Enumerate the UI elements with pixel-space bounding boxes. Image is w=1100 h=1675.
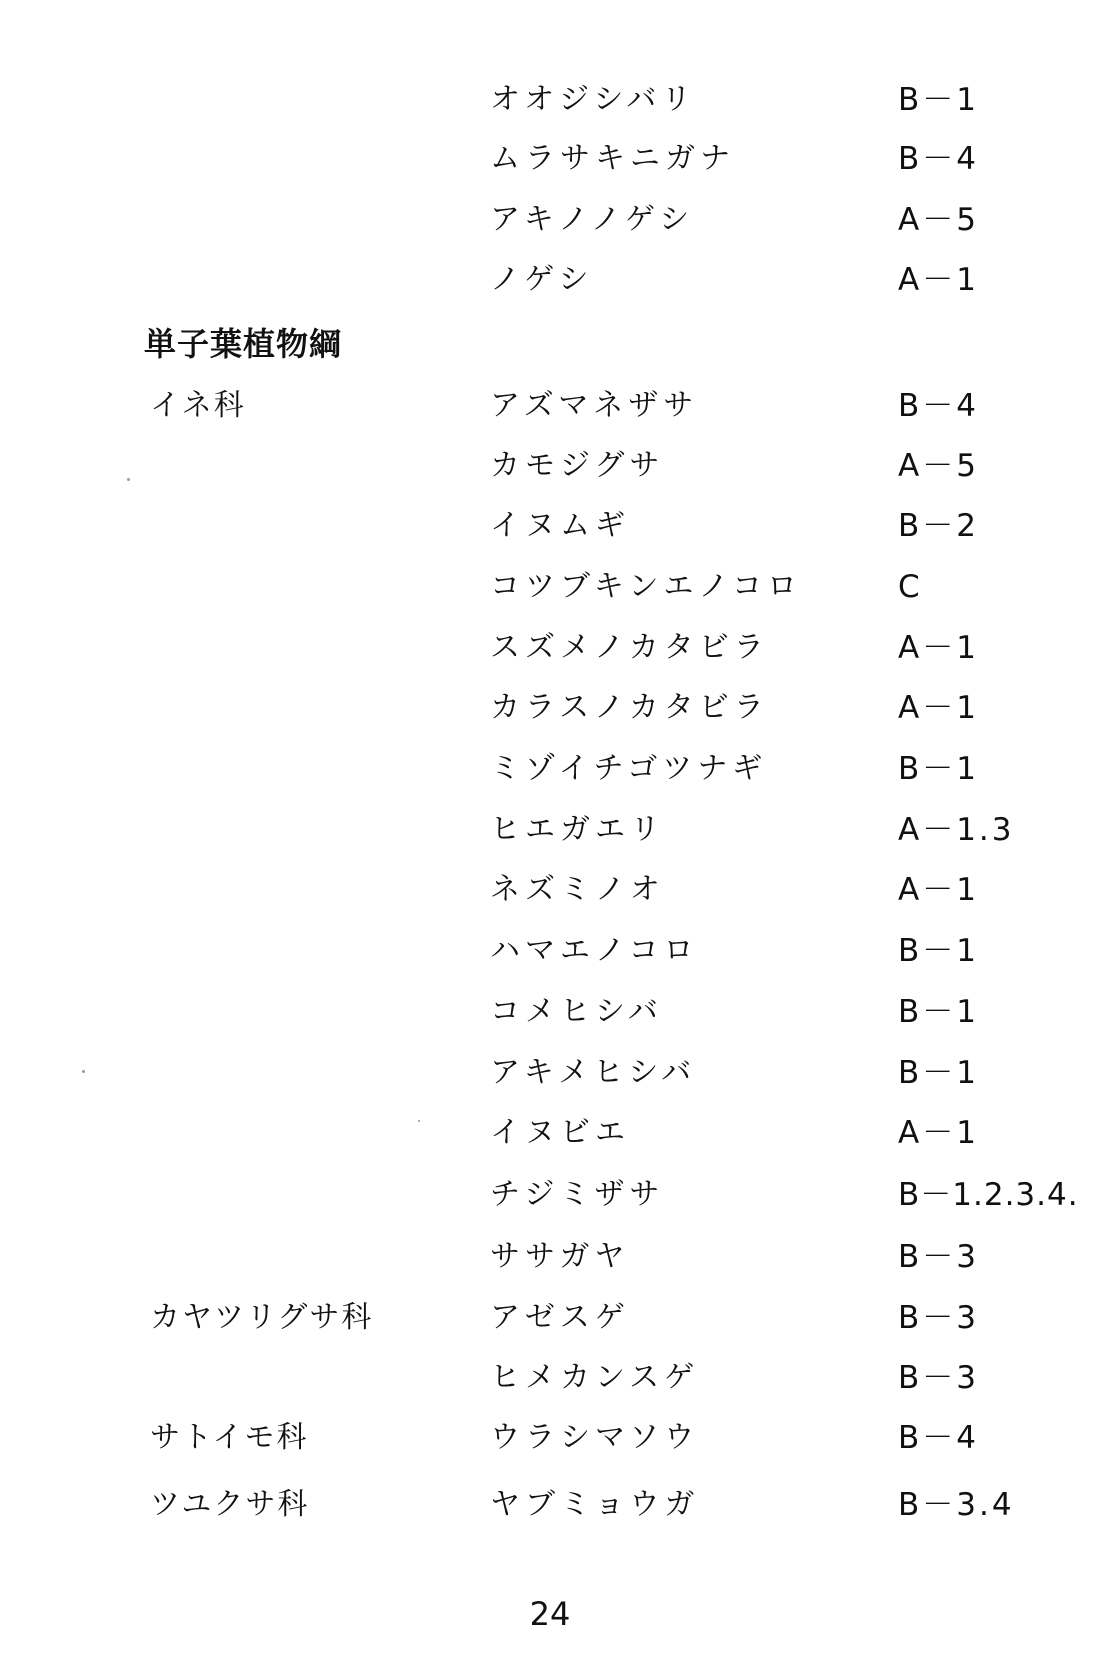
- species-cell: スズメノカタビラ: [490, 630, 769, 665]
- table-row: [0, 1296, 1100, 1340]
- species-cell: アゼスゲ: [490, 1300, 630, 1335]
- code-cell: B－1: [898, 933, 979, 969]
- code-cell: B－2: [898, 508, 979, 544]
- code-cell: B－1: [898, 751, 979, 787]
- table-row: [0, 1356, 1100, 1400]
- table-row: [0, 565, 1100, 609]
- table-row: [0, 929, 1100, 973]
- scan-speck: [82, 1070, 85, 1073]
- table-row: [0, 137, 1100, 181]
- species-cell: オオジシバリ: [490, 82, 697, 117]
- species-cell: ミゾイチゴツナギ: [490, 751, 768, 786]
- table-row: [0, 198, 1100, 242]
- table-row: [0, 1416, 1100, 1460]
- table-row: [0, 868, 1100, 912]
- table-row: [0, 1235, 1100, 1279]
- species-cell: ヤブミョウガ: [490, 1487, 700, 1522]
- species-cell: ササガヤ: [490, 1239, 630, 1274]
- code-cell: A－1.3: [898, 812, 1015, 848]
- table-row: [0, 626, 1100, 670]
- table-row: [0, 1483, 1100, 1527]
- species-cell: ムラサキニガナ: [490, 141, 735, 176]
- code-cell: C: [898, 569, 923, 605]
- table-row: [0, 990, 1100, 1034]
- species-cell: コツブキンエノコロ: [490, 569, 802, 604]
- family-cell: イネ科: [150, 388, 246, 423]
- code-cell: A－1: [898, 630, 979, 666]
- table-row: [0, 1173, 1100, 1217]
- species-cell: コメヒシバ: [490, 994, 663, 1029]
- code-cell: A－5: [898, 202, 979, 238]
- species-cell: ウラシマソウ: [490, 1420, 700, 1455]
- species-cell: ヒメカンスゲ: [490, 1360, 700, 1395]
- species-cell: アキノノゲシ: [490, 202, 695, 237]
- species-cell: ヒエガエリ: [490, 812, 665, 847]
- table-row: [0, 504, 1100, 548]
- code-cell: B－3.4: [898, 1487, 1015, 1523]
- code-cell: A－1: [898, 1115, 979, 1151]
- species-cell: イヌムギ: [490, 508, 630, 543]
- table-row: [0, 1111, 1100, 1155]
- table-row: [0, 686, 1100, 730]
- family-cell: サトイモ科: [150, 1420, 309, 1455]
- table-row: [0, 747, 1100, 791]
- code-cell: B－3: [898, 1239, 979, 1275]
- species-cell: カモジグサ: [490, 448, 665, 483]
- code-cell: B－4: [898, 388, 979, 424]
- code-cell: B－1: [898, 994, 979, 1030]
- species-cell: ノゲシ: [490, 262, 594, 297]
- table-row: [0, 444, 1100, 488]
- code-cell: A－1: [898, 262, 979, 298]
- table-row: [0, 808, 1100, 852]
- code-cell: B－1: [898, 82, 979, 118]
- scan-speck: [418, 1120, 420, 1122]
- family-cell: ツユクサ科: [150, 1487, 310, 1522]
- table-row: [0, 258, 1100, 302]
- family-cell: カヤツリグサ科: [150, 1300, 374, 1335]
- code-cell: A－5: [898, 448, 979, 484]
- species-cell: イヌビエ: [490, 1115, 630, 1150]
- species-cell: アキメヒシバ: [490, 1055, 697, 1090]
- code-cell: A－1: [898, 872, 979, 908]
- table-row: [0, 78, 1100, 122]
- table-row: [0, 384, 1100, 428]
- species-cell: ハマエノコロ: [490, 933, 699, 968]
- species-cell: チジミザサ: [490, 1177, 665, 1212]
- code-cell: B－4: [898, 1420, 979, 1456]
- species-cell: ネズミノオ: [490, 872, 665, 907]
- code-cell: B－4: [898, 141, 979, 177]
- code-cell: B－3: [898, 1360, 979, 1396]
- class-title: 単子葉植物綱: [144, 325, 343, 363]
- species-cell: カラスノカタビラ: [490, 690, 769, 725]
- table-row: [0, 1051, 1100, 1095]
- code-cell: B－1.2.3.4.: [898, 1177, 1079, 1213]
- code-cell: B－1: [898, 1055, 979, 1091]
- page-number: 24: [529, 1595, 571, 1633]
- code-cell: B－3: [898, 1300, 979, 1336]
- scan-speck: [127, 478, 130, 481]
- species-cell: アズマネザサ: [490, 388, 699, 423]
- code-cell: A－1: [898, 690, 979, 726]
